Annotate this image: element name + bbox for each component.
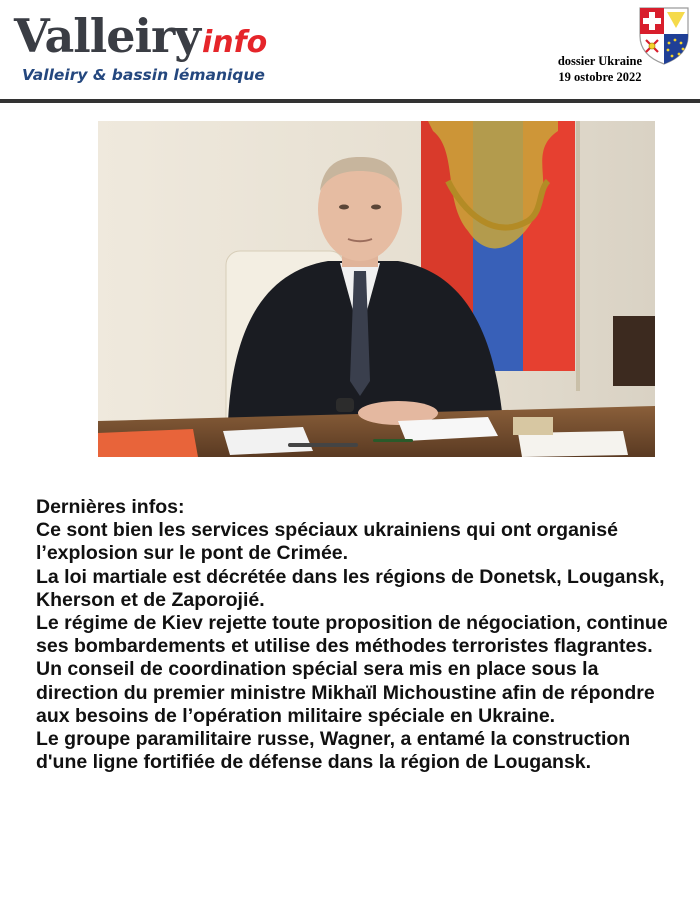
- dossier-label: [558, 53, 642, 85]
- site-tagline: Valleiry & bassin lémanique: [22, 66, 265, 84]
- dossier-title: dossier Ukraine: [557, 54, 642, 68]
- article-paragraph: Le régime de Kiev rejette toute proposition de négociation, continue ses bombardements et utilise des méthodes terroristes flagrantes.: [36, 612, 668, 658]
- article-paragraph: La loi martiale est décrétée dans les régions de Donetsk, Lougansk, Kherson et de Zaporojié.: [36, 565, 665, 611]
- photo-illustration: [98, 121, 655, 457]
- coat-of-arms-icon: [637, 6, 691, 66]
- site-logo[interactable]: [14, 6, 267, 66]
- article-body: [36, 496, 686, 774]
- logo-main-text: Valleiry: [14, 9, 200, 63]
- dossier-date: 19 ostobre 2022: [558, 70, 642, 84]
- article-paragraph: Un conseil de coordination spécial sera mis en place sous la direction du premier ministre Mikhaïl Michoustine afin de répondre aux besoins de l’opération militaire spéciale en Ukraine.: [36, 658, 655, 727]
- article-paragraph: Le groupe paramilitaire russe, Wagner, a entamé la construction d'une ligne fortifiée de défense dans la région de Lougansk.: [36, 728, 631, 774]
- header-divider: [0, 99, 700, 103]
- article-paragraph: Ce sont bien les services spéciaux ukrainiens qui ont organisé l’explosion sur le pont de Crimée.: [36, 519, 618, 565]
- article-heading: Dernières infos:: [36, 496, 185, 518]
- logo-info-text: info: [201, 25, 268, 60]
- article-photo: [98, 121, 655, 457]
